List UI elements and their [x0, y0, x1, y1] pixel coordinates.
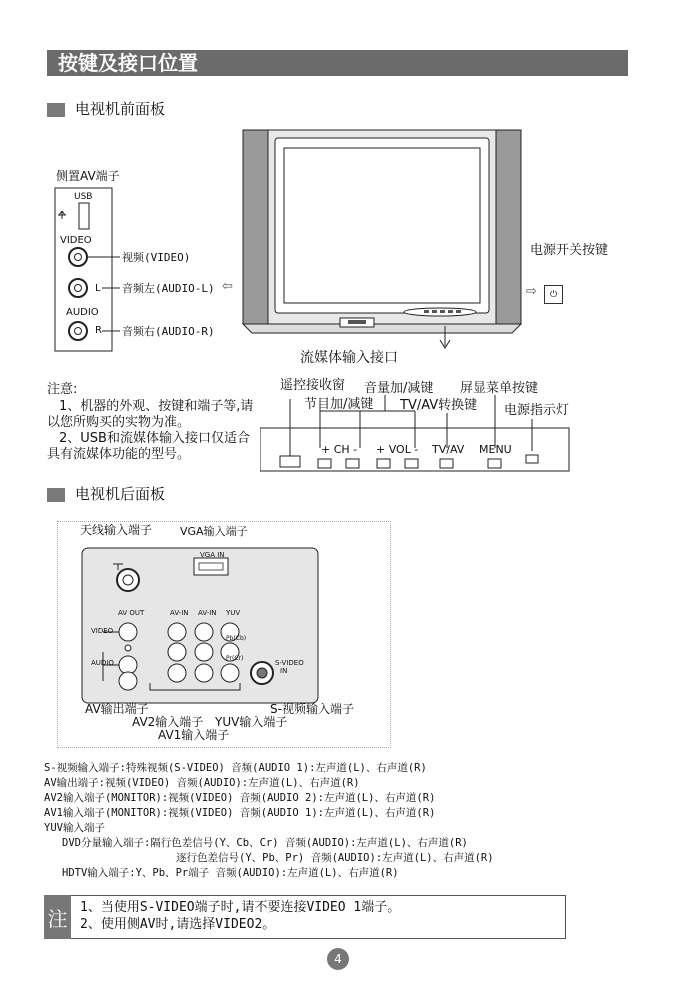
audio-tag: AUDIO [91, 659, 114, 667]
note-line-1: 1、机器的外观、按键和端子等,请以您所购买的实物为准。 [47, 399, 254, 430]
section-bullet [47, 488, 65, 502]
yuv-callout: YUV输入端子 [215, 715, 288, 729]
streaming-label: 流媒体输入接口 [300, 350, 398, 366]
menu-key-label: 屏显菜单按键 [460, 381, 539, 396]
list-item: 逐行色差信号(Y、Pb、Pr) 音频(AUDIO):左声道(L)、右声道(R) [176, 852, 494, 864]
volume-key-label: 音量加/减键 [364, 381, 434, 396]
audio-l-callout: 音频左(AUDIO-L) [122, 282, 215, 295]
front-panel-title: 电视机前面板 [75, 100, 166, 118]
yuv-tag: YUV [226, 609, 241, 617]
audio-r-callout: 音频右(AUDIO-R) [122, 325, 215, 338]
note-line-2: 2、USB和流媒体输入接口仅适合具有流媒体功能的型号。 [47, 431, 250, 462]
r-label: R [95, 325, 102, 336]
section-bullet [47, 103, 65, 117]
pb-tag: Pb(Cb) [226, 635, 247, 642]
svideo-callout: S-视频输入端子 [270, 702, 354, 716]
page-number: 4 [327, 948, 349, 970]
list-item: S-视频输入端子:特殊视频(S-VIDEO) 音频(AUDIO 1):左声道(L)、右声道(R) [44, 762, 427, 774]
tv-front-illustration [240, 128, 525, 356]
vga-in-label: VGA IN [200, 551, 225, 559]
list-item: AV输出端子:视频(VIDEO) 音频(AUDIO):左声道(L)、右声道(R) [44, 777, 360, 789]
side-av-label: 侧置AV端子 [56, 169, 120, 183]
av-in1-tag: AV-IN [170, 609, 189, 617]
notice-line-1: 1、当使用S-VIDEO端子时,请不要连接VIDEO 1端子。 [80, 900, 401, 915]
control-panel-diagram [260, 395, 570, 475]
list-item: YUV输入端子 [44, 822, 105, 834]
rear-panel-title: 电视机后面板 [75, 485, 166, 503]
audio-label: AUDIO [66, 307, 99, 318]
l-label: L [95, 283, 101, 294]
rear-panel-diagram [80, 540, 320, 710]
av1-callout: AV1输入端子 [158, 728, 230, 742]
vga-label: VGA输入端子 [180, 525, 248, 538]
list-item: AV2输入端子(MONITOR):视频(VIDEO) 音频(AUDIO 2):左声道(L)、右声道(R) [44, 792, 436, 804]
av-out-callout: AV输出端子 [85, 702, 149, 716]
arrow-left-icon: ⇦ [222, 279, 233, 294]
video-label: VIDEO [60, 235, 92, 246]
antenna-label: 天线输入端子 [80, 523, 153, 537]
power-button-icon: ⏻ [544, 285, 563, 304]
ch-button-label: + CH - [321, 443, 358, 456]
tvav-button-label: TV/AV [432, 443, 465, 456]
av2-callout: AV2输入端子 [132, 715, 204, 729]
power-indicator-label: 电源指示灯 [504, 403, 570, 418]
pr-tag: Pr(Cr) [226, 655, 244, 662]
svideo-tag-2: IN [280, 667, 288, 675]
notes-title: 注意: [47, 382, 78, 397]
menu-button-label: MENU [479, 443, 512, 456]
list-item: AV1输入端子(MONITOR):视频(VIDEO) 音频(AUDIO 1):左声道(L)、右声道(R) [44, 807, 436, 819]
remote-receiver-label: 遥控接收窗 [280, 378, 346, 393]
list-item: DVD分量输入端子:隔行色差信号(Y、Cb、Cr) 音频(AUDIO):左声道(L)、右声道(R) [62, 837, 468, 849]
av-out-tag: AV OUT [118, 609, 145, 617]
page-title: 按键及接口位置 [58, 51, 198, 75]
arrow-right-icon: ⇨ [526, 284, 537, 299]
power-switch-label: 电源开关按键 [530, 243, 609, 258]
av-in2-tag: AV-IN [198, 609, 217, 617]
vol-button-label: + VOL - [376, 443, 419, 456]
usb-label: USB [74, 192, 93, 202]
svideo-tag-1: S-VIDEO [275, 659, 304, 667]
video-tag: VIDEO [91, 627, 114, 635]
tvav-switch-label: TV/AV转换键 [400, 398, 478, 413]
list-item: HDTV输入端子:Y、Pb、Pr端子 音频(AUDIO):左声道(L)、右声道(R) [62, 867, 399, 879]
video-callout: 视频(VIDEO) [122, 251, 191, 264]
channel-key-label: 节目加/减键 [304, 397, 374, 412]
notice-line-2: 2、使用侧AV时,请选择VIDEO2。 [80, 917, 276, 932]
notice-badge: 注 [44, 895, 71, 939]
